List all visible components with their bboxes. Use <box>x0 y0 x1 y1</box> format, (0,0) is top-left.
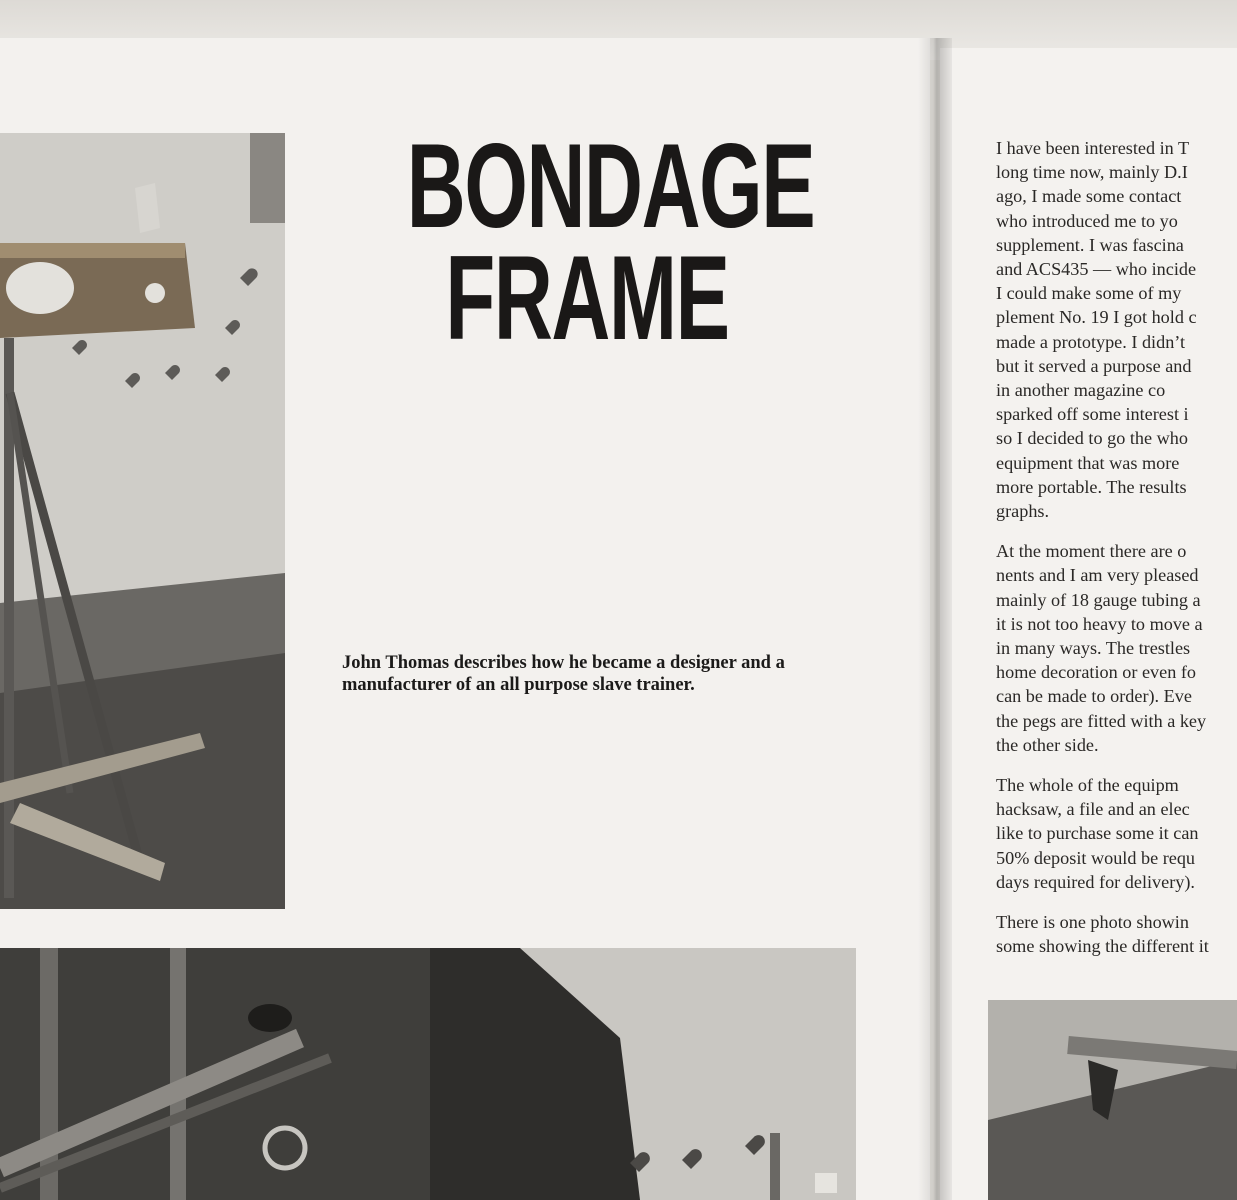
title-line-2: FRAME <box>445 231 729 365</box>
body-line: home decoration or even fo <box>996 662 1196 683</box>
body-paragraph <box>996 910 1237 958</box>
body-line: some showing the different it <box>996 936 1209 957</box>
body-line: in many ways. The trestles <box>996 638 1191 659</box>
body-line: graphs. <box>996 501 1050 522</box>
body-line: equipment that was more <box>996 452 1180 473</box>
photo-equipment-detail <box>988 1000 1237 1200</box>
body-line: so I decided to go the who <box>996 428 1188 449</box>
body-line: I could make some of my <box>996 283 1182 304</box>
body-line: There is one photo showin <box>996 912 1189 933</box>
body-line: days required for delivery). <box>996 871 1195 892</box>
body-line: like to purchase some it can <box>996 823 1199 844</box>
title-line-1: BONDAGE <box>406 119 815 253</box>
body-line: At the moment there are o <box>996 541 1187 562</box>
article-body <box>996 136 1237 975</box>
body-line: in another magazine co <box>996 380 1166 401</box>
body-line: mainly of 18 gauge tubing a <box>996 589 1201 610</box>
body-paragraph <box>996 539 1237 757</box>
body-line: long time now, mainly D.I <box>996 162 1188 183</box>
body-line: the other side. <box>996 734 1099 755</box>
body-line: it is not too heavy to move a <box>996 613 1203 634</box>
body-line: The whole of the equipm <box>996 775 1179 796</box>
article-title <box>406 119 815 365</box>
body-line: 50% deposit would be requ <box>996 847 1196 868</box>
body-line: I have been interested in T <box>996 138 1190 158</box>
body-line: ago, I made some contact <box>996 186 1182 207</box>
photo-bondage-frame <box>0 948 856 1200</box>
body-line: can be made to order). Eve <box>996 686 1192 707</box>
body-line: nents and I am very pleased <box>996 565 1199 586</box>
body-paragraph <box>996 136 1237 523</box>
body-line: sparked off some interest i <box>996 404 1189 425</box>
article-standfirst: John Thomas describes how he became a designer and a manufacturer of an all purpose slave trainer. <box>342 653 785 695</box>
page-gutter-shadow <box>918 38 952 1200</box>
body-line: more portable. The results <box>996 476 1187 497</box>
photo-stocks-frame <box>0 133 285 909</box>
body-line: made a prototype. I didn’t <box>996 331 1186 352</box>
body-paragraph <box>996 773 1237 894</box>
body-line: hacksaw, a file and an elec <box>996 799 1190 820</box>
body-line: but it served a purpose and <box>996 355 1192 376</box>
body-line: plement No. 19 I got hold c <box>996 307 1197 328</box>
body-line: who introduced me to yo <box>996 210 1178 231</box>
body-line: supplement. I was fascina <box>996 234 1184 255</box>
body-line: the pegs are fitted with a key <box>996 710 1207 731</box>
body-line: and ACS435 — who incide <box>996 259 1197 280</box>
